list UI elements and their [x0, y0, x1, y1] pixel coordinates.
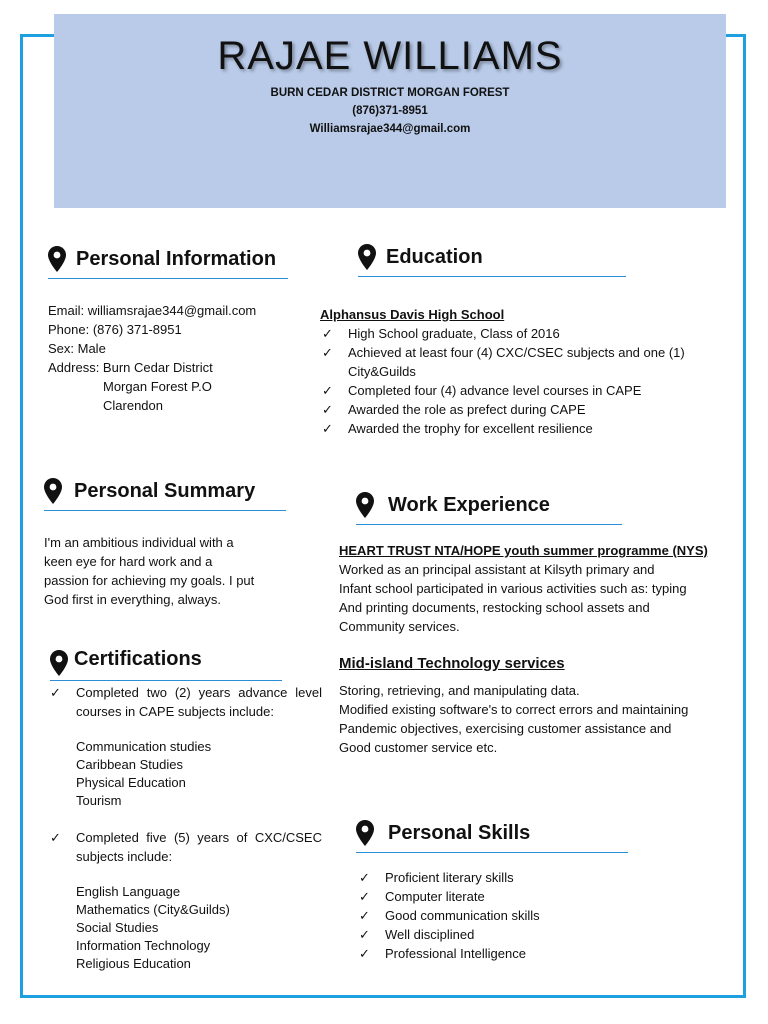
education-list	[320, 324, 710, 438]
list-item: ✓ Proficient literary skills	[359, 870, 514, 885]
check-icon: ✓	[322, 345, 333, 360]
header-email: Williamsrajae344@gmail.com	[309, 123, 471, 135]
info-address-line2: Morgan Forest P.O	[103, 379, 212, 394]
check-icon: ✓	[359, 870, 370, 885]
job-description: Storing, retrieving, and manipulating data. Modified existing software's to correct errors and maintaining Pandemic objectives, exercising customer assistance and Good customer service etc.	[339, 683, 689, 755]
education-section	[358, 240, 626, 277]
certifications-list	[48, 828, 322, 866]
section-heading	[48, 242, 288, 279]
personal-info-details	[48, 301, 288, 415]
certifications-list	[48, 683, 322, 721]
education-details	[320, 305, 710, 438]
list-item: ✓ Achieved at least four (4) CXC/CSEC subjects and one (1) City&Guilds	[322, 345, 685, 379]
check-icon: ✓	[322, 326, 333, 341]
skills-list	[357, 868, 657, 963]
cape-subjects: Communication studies Caribbean Studies Physical Education Tourism	[76, 739, 212, 808]
location-pin-icon	[356, 492, 374, 518]
skills-details	[357, 868, 657, 963]
school-name: Alphansus Davis High School	[320, 307, 505, 322]
info-address-line3: Clarendon	[103, 398, 163, 413]
personal-skills-section	[356, 816, 628, 853]
location-pin-icon	[356, 820, 374, 846]
section-title: Work Experience	[388, 494, 550, 516]
header-phone: (876)371-8951	[352, 105, 428, 117]
header-address: BURN CEDAR DISTRICT MORGAN FOREST	[270, 87, 510, 99]
personal-summary-section	[44, 474, 286, 609]
job-title: Mid-island Technology services	[339, 655, 565, 672]
list-item: ✓ Computer literate	[359, 889, 485, 904]
list-item: ✓ Good communication skills	[359, 908, 540, 923]
check-icon: ✓	[322, 383, 333, 398]
list-item: ✓ Awarded the role as prefect during CAPE	[322, 402, 586, 417]
list-item: ✓ High School graduate, Class of 2016	[322, 326, 560, 341]
job-description: Worked as an principal assistant at Kilsyth primary and Infant school participated in various activities such as: typing And printing documents, restocking school assets and Community services.	[339, 562, 687, 634]
job-title: HEART TRUST NTA/HOPE youth summer programme (NYS)	[339, 543, 708, 558]
list-item: ✓ Completed five (5) years of CXC/CSEC subjects include:	[50, 830, 322, 864]
list-item: ✓ Completed four (4) advance level courses in CAPE	[322, 383, 642, 398]
check-icon: ✓	[359, 927, 370, 942]
info-phone: Phone: (876) 371-8951	[48, 322, 182, 337]
check-icon: ✓	[359, 889, 370, 904]
section-title: Personal Skills	[388, 822, 531, 844]
section-heading	[356, 488, 622, 525]
check-icon: ✓	[322, 421, 333, 436]
list-item: ✓ Well disciplined	[359, 927, 475, 942]
check-icon: ✓	[50, 685, 61, 700]
section-heading	[356, 816, 628, 853]
check-icon: ✓	[50, 830, 61, 845]
certifications-details	[48, 683, 322, 973]
personal-information-section	[48, 242, 288, 415]
applicant-name: RAJAE WILLIAMS	[217, 34, 563, 78]
list-item: ✓ Professional Intelligence	[359, 946, 526, 961]
csec-subjects: English Language Mathematics (City&Guilds) Social Studies Information Technology Religious Education	[76, 884, 230, 971]
list-item: ✓ Awarded the trophy for excellent resilience	[322, 421, 593, 436]
check-icon: ✓	[322, 402, 333, 417]
section-heading	[50, 644, 282, 681]
section-title: Personal Summary	[74, 480, 256, 502]
section-heading	[44, 474, 286, 511]
check-icon: ✓	[359, 908, 370, 923]
list-item: ✓ Completed two (2) years advance level courses in CAPE subjects include:	[50, 685, 322, 719]
section-title: Certifications	[74, 648, 202, 670]
section-title: Personal Information	[76, 248, 277, 270]
work-experience-section	[356, 488, 622, 525]
info-email: Email: williamsrajae344@gmail.com	[48, 303, 257, 318]
location-pin-icon	[48, 246, 66, 272]
location-pin-icon	[50, 650, 68, 676]
location-pin-icon	[358, 244, 376, 270]
resume-header	[54, 14, 726, 208]
info-sex: Sex: Male	[48, 341, 106, 356]
info-address: Address: Burn Cedar District	[48, 360, 213, 375]
check-icon: ✓	[359, 946, 370, 961]
work-details	[339, 541, 734, 757]
section-title: Education	[386, 246, 483, 268]
section-heading	[358, 240, 626, 277]
certifications-section	[50, 644, 282, 681]
location-pin-icon	[44, 478, 62, 504]
summary-text: I'm an ambitious individual with a keen eye for hard work and a passion for achieving my goals. I put God first in everything, always.	[44, 535, 255, 607]
